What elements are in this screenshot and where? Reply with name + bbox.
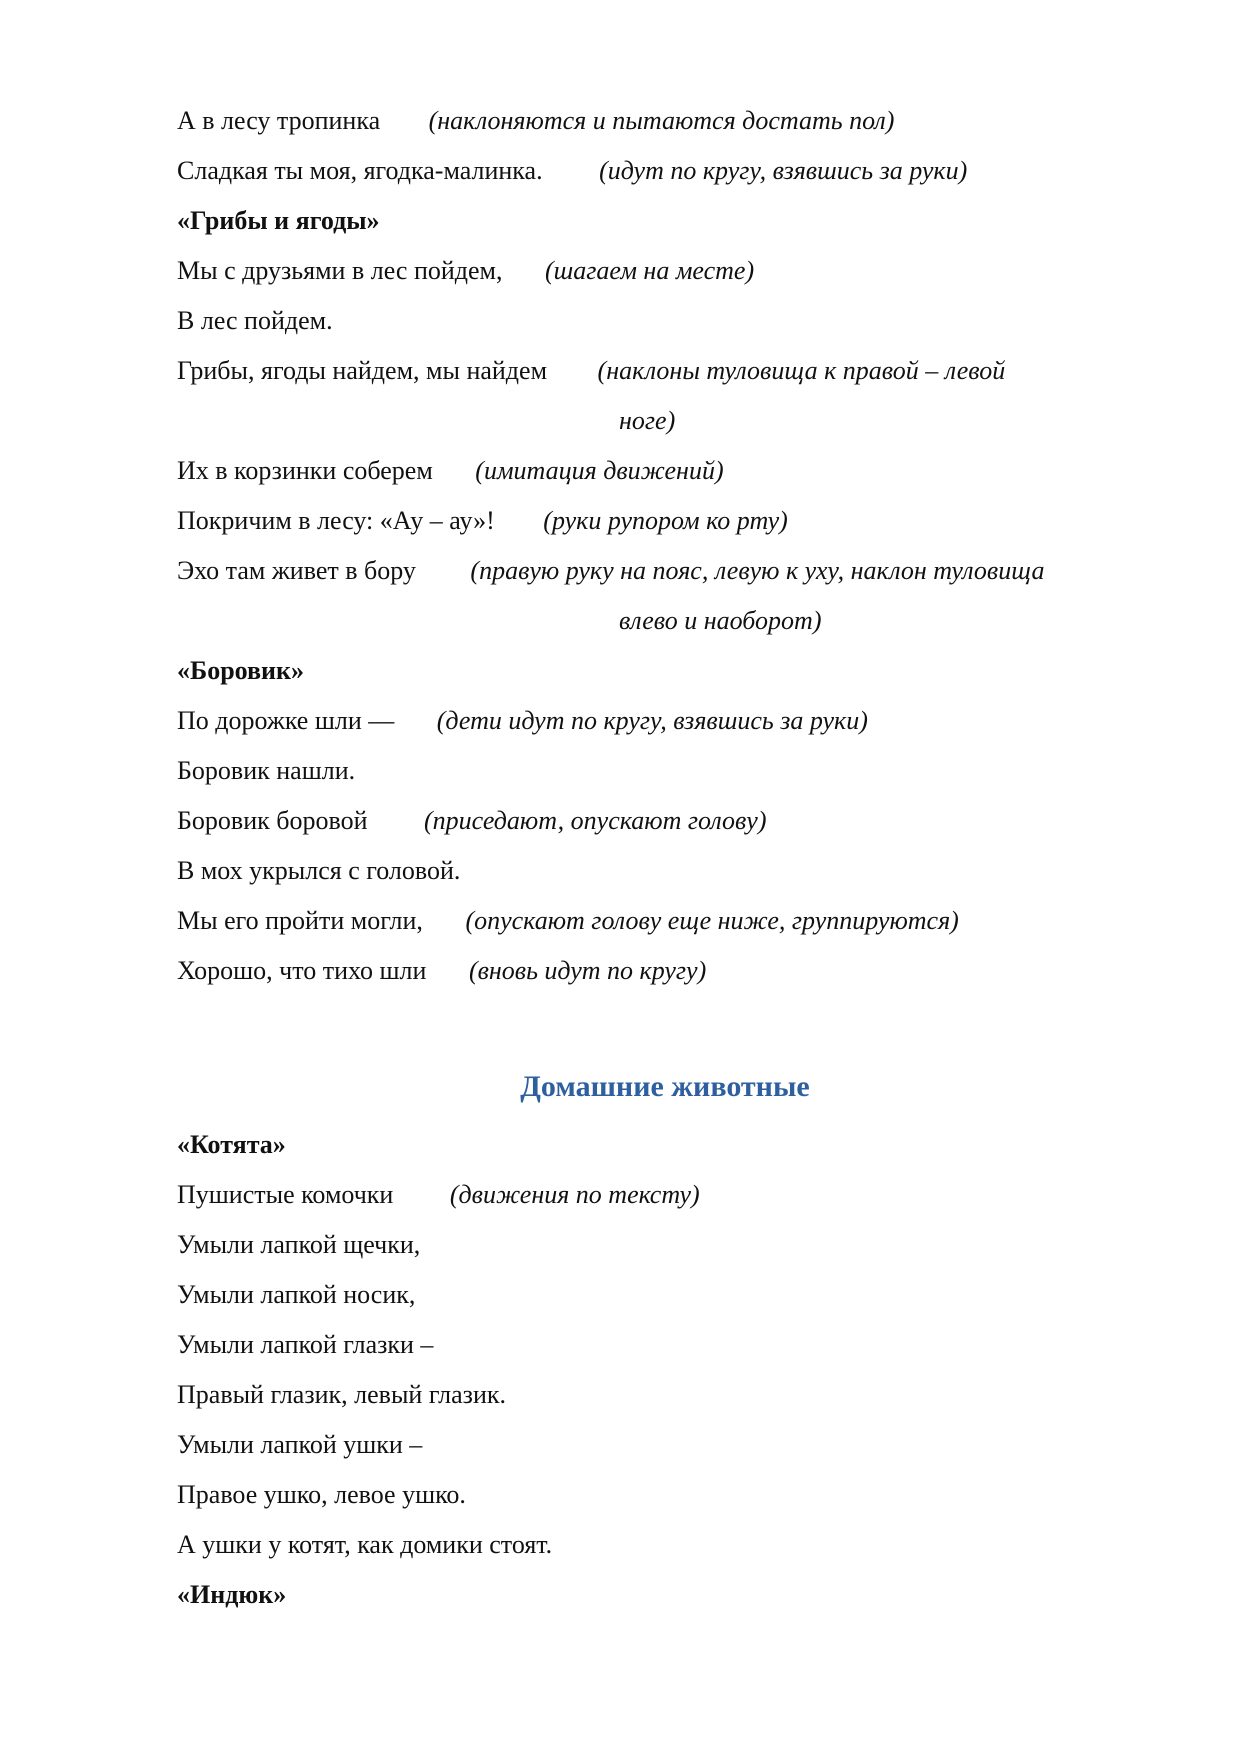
verse-text: Эхо там живет в бору bbox=[177, 556, 416, 585]
poem-title: «Грибы и ягоды» bbox=[177, 206, 380, 235]
verse-line bbox=[177, 354, 1005, 388]
verse-text: Сладкая ты моя, ягодка-малинка. bbox=[177, 156, 543, 185]
verse-line bbox=[177, 104, 894, 138]
verse-line bbox=[177, 1428, 422, 1462]
verse-line bbox=[177, 154, 967, 188]
verse-text: Пушистые комочки bbox=[177, 1180, 394, 1209]
verse-text: А в лесу тропинка bbox=[177, 106, 381, 135]
stage-direction: (дети идут по кругу, взявшись за руки) bbox=[436, 706, 868, 735]
verse-text: Правое ушко, левое ушко. bbox=[177, 1480, 466, 1509]
verse-text: По дорожке шли — bbox=[177, 706, 395, 735]
stage-direction: (движения по тексту) bbox=[449, 1180, 700, 1209]
verse-text: В лес пойдем. bbox=[177, 306, 333, 335]
verse-line bbox=[177, 1528, 552, 1562]
verse-line bbox=[177, 304, 333, 338]
stage-direction: (наклоны туловища к правой – левой bbox=[597, 356, 1006, 385]
poem-title: «Боровик» bbox=[177, 656, 305, 685]
verse-line bbox=[177, 954, 706, 988]
verse-line bbox=[177, 1478, 466, 1512]
stage-direction: (имитация движений) bbox=[475, 456, 724, 485]
verse-text: Мы с друзьями в лес пойдем, bbox=[177, 256, 503, 285]
verse-text: Умыли лапкой глазки – bbox=[177, 1330, 434, 1359]
stage-direction: (наклоняются и пытаются достать пол) bbox=[428, 106, 895, 135]
verse-line bbox=[177, 454, 724, 488]
verse-text: Мы его пройти могли, bbox=[177, 906, 423, 935]
poem-title: «Индюк» bbox=[177, 1580, 287, 1609]
verse-line bbox=[177, 704, 868, 738]
verse-text: А ушки у котят, как домики стоят. bbox=[177, 1530, 553, 1559]
verse-text: Правый глазик, левый глазик. bbox=[177, 1380, 506, 1409]
verse-line bbox=[177, 1278, 415, 1312]
verse-line bbox=[177, 904, 959, 938]
verse-line bbox=[177, 254, 754, 288]
verse-text: В мох укрылся с головой. bbox=[177, 856, 461, 885]
stage-direction: (приседают, опускают голову) bbox=[424, 806, 767, 835]
verse-text: Умыли лапкой носик, bbox=[177, 1280, 416, 1309]
verse-line bbox=[177, 1228, 420, 1262]
verse-text: Их в корзинки соберем bbox=[177, 456, 433, 485]
stage-direction: (вновь идут по кругу) bbox=[468, 956, 707, 985]
stage-direction: (руки рупором ко рту) bbox=[543, 506, 788, 535]
stage-direction: (правую руку на пояс, левую к уху, наклон туловища bbox=[470, 556, 1045, 585]
verse-text: Хорошо, что тихо шли bbox=[177, 956, 427, 985]
verse-text: Покричим в лесу: «Ау – ау»! bbox=[177, 506, 495, 535]
verse-text: Умыли лапкой щечки, bbox=[177, 1230, 421, 1259]
stage-direction: (шагаем на месте) bbox=[545, 256, 755, 285]
verse-line bbox=[177, 1378, 506, 1412]
poem-title: «Котята» bbox=[177, 1130, 286, 1159]
verse-line bbox=[177, 554, 1044, 588]
stage-direction-continuation: влево и наоборот) bbox=[619, 606, 822, 635]
verse-line bbox=[177, 1328, 433, 1362]
section-heading: Домашние животные bbox=[520, 1070, 810, 1103]
verse-text: Боровик нашли. bbox=[177, 756, 356, 785]
stage-direction: (опускают голову еще ниже, группируются) bbox=[465, 906, 959, 935]
verse-line bbox=[177, 804, 767, 838]
verse-text: Боровик боровой bbox=[177, 806, 368, 835]
verse-line bbox=[177, 1178, 700, 1212]
verse-text: Умыли лапкой ушки – bbox=[177, 1430, 423, 1459]
stage-direction: (идут по кругу, взявшись за руки) bbox=[599, 156, 968, 185]
verse-line bbox=[177, 504, 788, 538]
verse-line bbox=[177, 754, 355, 788]
verse-text: Грибы, ягоды найдем, мы найдем bbox=[177, 356, 548, 385]
stage-direction-continuation: ноге) bbox=[619, 406, 676, 435]
verse-line bbox=[177, 854, 460, 888]
